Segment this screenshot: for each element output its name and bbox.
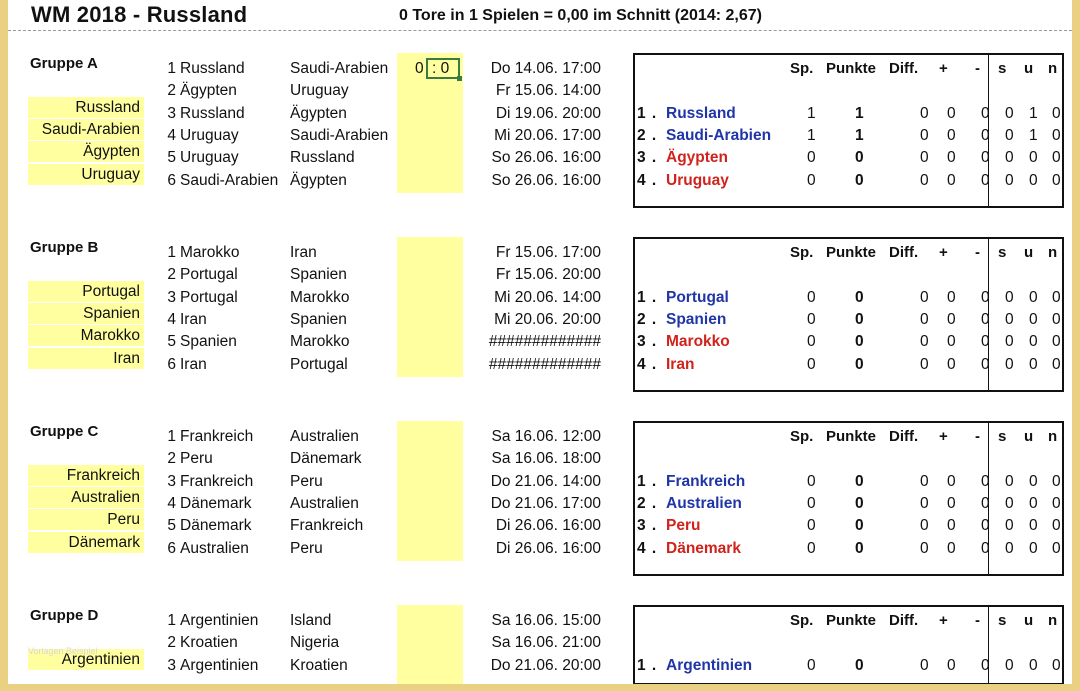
away-team: Peru bbox=[290, 473, 323, 490]
table-header-punkte: Punkte bbox=[826, 612, 877, 629]
away-team: Saudi-Arabien bbox=[290, 127, 389, 144]
stat-sp: 1 bbox=[807, 127, 816, 144]
away-team: Australien bbox=[290, 495, 359, 512]
home-team: Argentinien bbox=[180, 657, 259, 674]
standings-table bbox=[633, 605, 1064, 684]
home-team: Iran bbox=[180, 356, 207, 373]
match-number: 4 bbox=[167, 495, 176, 512]
stat-s: 0 bbox=[1005, 105, 1014, 122]
stat-n: 0 bbox=[1052, 473, 1061, 490]
stat-diff: 0 bbox=[920, 495, 929, 512]
match-number: 6 bbox=[167, 540, 176, 557]
team-name: Ägypten bbox=[666, 149, 728, 166]
stat-diff: 0 bbox=[920, 311, 929, 328]
table-header-s: s bbox=[998, 244, 1007, 261]
match-date: Fr 15.06. 17:00 bbox=[495, 244, 601, 261]
group-block bbox=[8, 421, 1072, 601]
stat-u: 0 bbox=[1029, 172, 1038, 189]
team-name: Australien bbox=[666, 495, 742, 512]
stat-sp: 1 bbox=[807, 105, 816, 122]
stat-minus: 0 bbox=[981, 495, 990, 512]
stat-sp: 0 bbox=[807, 517, 816, 534]
away-team: Marokko bbox=[290, 289, 350, 306]
stat-pts: 0 bbox=[855, 149, 864, 166]
group-title: Gruppe C bbox=[30, 423, 99, 440]
sort-cell[interactable]: Portugal bbox=[28, 281, 144, 302]
standings-row bbox=[635, 287, 1062, 309]
home-team: Portugal bbox=[180, 266, 238, 283]
stat-diff: 0 bbox=[920, 657, 929, 674]
home-goals[interactable]: 0 bbox=[415, 60, 424, 77]
standings-table bbox=[633, 53, 1064, 208]
stat-minus: 0 bbox=[981, 540, 990, 557]
rank: 3 . bbox=[637, 149, 658, 166]
stat-minus: 0 bbox=[981, 517, 990, 534]
match-number: 2 bbox=[167, 266, 176, 283]
table-header-diff: Diff. bbox=[889, 612, 919, 629]
match-date: Di 26.06. 16:00 bbox=[495, 517, 601, 534]
rank: 3 . bbox=[637, 517, 658, 534]
team-name: Russland bbox=[666, 105, 736, 122]
away-team: Saudi-Arabien bbox=[290, 60, 389, 77]
away-team: Australien bbox=[290, 428, 359, 445]
team-name: Dänemark bbox=[666, 540, 741, 557]
stat-n: 0 bbox=[1052, 127, 1061, 144]
match-number: 3 bbox=[167, 105, 176, 122]
away-team: Ägypten bbox=[290, 172, 347, 189]
stat-n: 0 bbox=[1052, 657, 1061, 674]
stat-n: 0 bbox=[1052, 172, 1061, 189]
away-team: Marokko bbox=[290, 333, 350, 350]
stat-s: 0 bbox=[1005, 289, 1014, 306]
table-header-n: n bbox=[1048, 60, 1058, 77]
stat-s: 0 bbox=[1005, 311, 1014, 328]
stat-s: 0 bbox=[1005, 473, 1014, 490]
away-goals[interactable]: : 0 bbox=[432, 60, 450, 77]
group-title: Gruppe B bbox=[30, 239, 99, 256]
match-number: 2 bbox=[167, 450, 176, 467]
match-date: Sa 16.06. 15:00 bbox=[491, 612, 601, 629]
home-team: Uruguay bbox=[180, 149, 239, 166]
standings-row bbox=[635, 103, 1062, 125]
stat-u: 0 bbox=[1029, 149, 1038, 166]
table-header-u: u bbox=[1024, 612, 1034, 629]
standings-table bbox=[633, 237, 1064, 392]
stat-u: 1 bbox=[1029, 127, 1038, 144]
group-block bbox=[8, 53, 1072, 233]
stat-plus: 0 bbox=[947, 149, 956, 166]
stat-pts: 0 bbox=[855, 333, 864, 350]
stat-pts: 1 bbox=[855, 127, 864, 144]
score-input-column[interactable] bbox=[397, 237, 463, 377]
stat-minus: 0 bbox=[981, 333, 990, 350]
sort-cell[interactable]: Uruguay bbox=[28, 164, 144, 185]
match-number: 5 bbox=[167, 333, 176, 350]
active-cell-cursor bbox=[426, 58, 460, 79]
standings-row bbox=[635, 493, 1062, 515]
stat-u: 0 bbox=[1029, 356, 1038, 373]
match-date: So 26.06. 16:00 bbox=[491, 149, 601, 166]
table-header-s: s bbox=[998, 612, 1007, 629]
away-team: Spanien bbox=[290, 311, 347, 328]
stat-n: 0 bbox=[1052, 333, 1061, 350]
match-date: Fr 15.06. 14:00 bbox=[495, 82, 601, 99]
home-team: Spanien bbox=[180, 333, 237, 350]
away-team: Russland bbox=[290, 149, 355, 166]
stat-u: 1 bbox=[1029, 105, 1038, 122]
stat-diff: 0 bbox=[920, 105, 929, 122]
sort-cell[interactable]: Saudi-Arabien bbox=[28, 119, 144, 140]
stat-diff: 0 bbox=[920, 540, 929, 557]
stat-pts: 0 bbox=[855, 657, 864, 674]
match-number: 1 bbox=[167, 428, 176, 445]
stat-sp: 0 bbox=[807, 289, 816, 306]
rank: 2 . bbox=[637, 495, 658, 512]
table-header-n: n bbox=[1048, 244, 1058, 261]
stat-sp: 0 bbox=[807, 311, 816, 328]
score-input-column[interactable] bbox=[397, 605, 463, 684]
match-date: Do 21.06. 17:00 bbox=[490, 495, 601, 512]
standings-row bbox=[635, 170, 1062, 192]
stat-u: 0 bbox=[1029, 495, 1038, 512]
match-date: ############# bbox=[488, 356, 601, 373]
stat-diff: 0 bbox=[920, 149, 929, 166]
stat-n: 0 bbox=[1052, 105, 1061, 122]
stat-sp: 0 bbox=[807, 657, 816, 674]
home-team: Dänemark bbox=[180, 517, 252, 534]
stat-plus: 0 bbox=[947, 311, 956, 328]
stat-minus: 0 bbox=[981, 105, 990, 122]
standings-row bbox=[635, 538, 1062, 560]
away-team: Nigeria bbox=[290, 634, 340, 651]
table-header-u: u bbox=[1024, 244, 1034, 261]
stat-s: 0 bbox=[1005, 172, 1014, 189]
team-name: Frankreich bbox=[666, 473, 746, 490]
stat-diff: 0 bbox=[920, 172, 929, 189]
stat-minus: 0 bbox=[981, 172, 990, 189]
stat-diff: 0 bbox=[920, 356, 929, 373]
match-date: Do 21.06. 14:00 bbox=[490, 473, 601, 490]
standings-row bbox=[635, 471, 1062, 493]
table-header-sp: Sp. bbox=[790, 60, 814, 77]
match-date: Di 26.06. 16:00 bbox=[495, 540, 601, 557]
stat-n: 0 bbox=[1052, 149, 1061, 166]
rank: 4 . bbox=[637, 356, 658, 373]
group-title: Gruppe D bbox=[30, 607, 99, 624]
team-name: Uruguay bbox=[666, 172, 729, 189]
table-header-diff: Diff. bbox=[889, 428, 919, 445]
match-number: 2 bbox=[167, 82, 176, 99]
spreadsheet bbox=[8, 0, 1072, 684]
team-name: Argentinien bbox=[666, 657, 753, 674]
match-number: 6 bbox=[167, 172, 176, 189]
team-name: Portugal bbox=[666, 289, 729, 306]
table-header-diff: Diff. bbox=[889, 60, 919, 77]
match-date: Di 19.06. 20:00 bbox=[495, 105, 601, 122]
stat-minus: 0 bbox=[981, 473, 990, 490]
home-team: Peru bbox=[180, 450, 213, 467]
stat-pts: 0 bbox=[855, 495, 864, 512]
watermark: Vorlagen Beispiel bbox=[28, 646, 98, 656]
stat-pts: 0 bbox=[855, 172, 864, 189]
match-date: So 26.06. 16:00 bbox=[491, 172, 601, 189]
away-team: Spanien bbox=[290, 266, 347, 283]
stat-u: 0 bbox=[1029, 333, 1038, 350]
stat-n: 0 bbox=[1052, 517, 1061, 534]
team-name: Marokko bbox=[666, 333, 730, 350]
stat-s: 0 bbox=[1005, 149, 1014, 166]
home-team: Iran bbox=[180, 311, 207, 328]
away-team: Frankreich bbox=[290, 517, 364, 534]
table-header-s: s bbox=[998, 428, 1007, 445]
stat-sp: 0 bbox=[807, 149, 816, 166]
match-date: Fr 15.06. 20:00 bbox=[495, 266, 601, 283]
stat-plus: 0 bbox=[947, 657, 956, 674]
stat-plus: 0 bbox=[947, 172, 956, 189]
standings-row bbox=[635, 125, 1062, 147]
away-team: Ägypten bbox=[290, 105, 347, 122]
away-team: Kroatien bbox=[290, 657, 348, 674]
stat-sp: 0 bbox=[807, 172, 816, 189]
table-header-n: n bbox=[1048, 612, 1058, 629]
away-team: Uruguay bbox=[290, 82, 349, 99]
stat-minus: 0 bbox=[981, 657, 990, 674]
group-block bbox=[8, 237, 1072, 417]
stat-diff: 0 bbox=[920, 517, 929, 534]
table-header-u: u bbox=[1024, 60, 1034, 77]
table-header-minus: - bbox=[975, 244, 980, 261]
stat-sp: 0 bbox=[807, 333, 816, 350]
rank: 2 . bbox=[637, 311, 658, 328]
match-number: 5 bbox=[167, 517, 176, 534]
sheet-header bbox=[8, 0, 1072, 31]
table-header-u: u bbox=[1024, 428, 1034, 445]
stat-u: 0 bbox=[1029, 540, 1038, 557]
stat-plus: 0 bbox=[947, 495, 956, 512]
stat-s: 0 bbox=[1005, 495, 1014, 512]
score-input-column[interactable] bbox=[397, 421, 463, 561]
table-header-minus: - bbox=[975, 612, 980, 629]
match-date: Sa 16.06. 18:00 bbox=[491, 450, 601, 467]
match-number: 5 bbox=[167, 149, 176, 166]
match-number: 1 bbox=[167, 244, 176, 261]
stat-n: 0 bbox=[1052, 495, 1061, 512]
stat-sp: 0 bbox=[807, 495, 816, 512]
stat-n: 0 bbox=[1052, 289, 1061, 306]
match-number: 3 bbox=[167, 473, 176, 490]
stat-minus: 0 bbox=[981, 289, 990, 306]
stat-u: 0 bbox=[1029, 473, 1038, 490]
away-team: Peru bbox=[290, 540, 323, 557]
rank: 1 . bbox=[637, 657, 658, 674]
sort-cell[interactable]: Russland bbox=[28, 97, 144, 118]
stat-pts: 0 bbox=[855, 540, 864, 557]
rank: 4 . bbox=[637, 540, 658, 557]
sort-cell[interactable]: Dänemark bbox=[28, 532, 144, 553]
home-team: Dänemark bbox=[180, 495, 252, 512]
team-name: Spanien bbox=[666, 311, 727, 328]
sort-cell[interactable]: Frankreich bbox=[28, 465, 144, 486]
stat-s: 0 bbox=[1005, 657, 1014, 674]
stat-pts: 0 bbox=[855, 311, 864, 328]
stat-n: 0 bbox=[1052, 540, 1061, 557]
group-block bbox=[8, 605, 1072, 684]
match-number: 1 bbox=[167, 612, 176, 629]
stat-plus: 0 bbox=[947, 127, 956, 144]
sort-cell[interactable]: Ägypten bbox=[28, 141, 144, 162]
away-team: Iran bbox=[290, 244, 317, 261]
stat-pts: 0 bbox=[855, 517, 864, 534]
stat-plus: 0 bbox=[947, 517, 956, 534]
stat-diff: 0 bbox=[920, 473, 929, 490]
stat-plus: 0 bbox=[947, 105, 956, 122]
stat-s: 0 bbox=[1005, 127, 1014, 144]
team-name: Iran bbox=[666, 356, 695, 373]
rank: 1 . bbox=[637, 473, 658, 490]
home-team: Russland bbox=[180, 60, 245, 77]
table-header-sp: Sp. bbox=[790, 428, 814, 445]
table-header-minus: - bbox=[975, 60, 980, 77]
home-team: Kroatien bbox=[180, 634, 238, 651]
table-header-plus: + bbox=[939, 244, 948, 261]
rank: 2 . bbox=[637, 127, 658, 144]
table-header-diff: Diff. bbox=[889, 244, 919, 261]
stat-sp: 0 bbox=[807, 356, 816, 373]
stat-diff: 0 bbox=[920, 289, 929, 306]
stat-n: 0 bbox=[1052, 311, 1061, 328]
page-title: WM 2018 - Russland bbox=[31, 2, 248, 27]
match-number: 4 bbox=[167, 311, 176, 328]
rank: 1 . bbox=[637, 289, 658, 306]
rank: 4 . bbox=[637, 172, 658, 189]
sort-cell[interactable]: Iran bbox=[28, 348, 144, 369]
stat-minus: 0 bbox=[981, 149, 990, 166]
team-name: Saudi-Arabien bbox=[666, 127, 772, 144]
sort-cell[interactable]: Argentinien bbox=[28, 649, 144, 670]
stat-plus: 0 bbox=[947, 289, 956, 306]
match-number: 2 bbox=[167, 634, 176, 651]
stat-sp: 0 bbox=[807, 473, 816, 490]
match-date: Mi 20.06. 14:00 bbox=[494, 289, 601, 306]
standings-table bbox=[633, 421, 1064, 576]
home-team: Frankreich bbox=[180, 473, 254, 490]
match-date: ############# bbox=[488, 333, 601, 350]
fill-handle[interactable] bbox=[457, 76, 462, 81]
home-team: Uruguay bbox=[180, 127, 239, 144]
table-header-n: n bbox=[1048, 428, 1058, 445]
stat-sp: 0 bbox=[807, 540, 816, 557]
match-number: 4 bbox=[167, 127, 176, 144]
stat-plus: 0 bbox=[947, 540, 956, 557]
standings-row bbox=[635, 331, 1062, 353]
stat-pts: 0 bbox=[855, 289, 864, 306]
rank: 3 . bbox=[637, 333, 658, 350]
stat-u: 0 bbox=[1029, 289, 1038, 306]
stat-s: 0 bbox=[1005, 540, 1014, 557]
home-team: Australien bbox=[180, 540, 249, 557]
stat-minus: 0 bbox=[981, 311, 990, 328]
stat-s: 0 bbox=[1005, 356, 1014, 373]
table-header-s: s bbox=[998, 60, 1007, 77]
stat-s: 0 bbox=[1005, 333, 1014, 350]
team-name: Peru bbox=[666, 517, 701, 534]
stat-pts: 0 bbox=[855, 356, 864, 373]
home-team: Saudi-Arabien bbox=[180, 172, 279, 189]
standings-row bbox=[635, 354, 1062, 376]
away-team: Portugal bbox=[290, 356, 348, 373]
standings-row bbox=[635, 309, 1062, 331]
stat-minus: 0 bbox=[981, 356, 990, 373]
stat-n: 0 bbox=[1052, 356, 1061, 373]
stat-s: 0 bbox=[1005, 517, 1014, 534]
stat-u: 0 bbox=[1029, 311, 1038, 328]
standings-row bbox=[635, 147, 1062, 169]
stat-plus: 0 bbox=[947, 356, 956, 373]
stat-u: 0 bbox=[1029, 517, 1038, 534]
stat-pts: 1 bbox=[855, 105, 864, 122]
table-header-plus: + bbox=[939, 60, 948, 77]
sort-cell[interactable]: Marokko bbox=[28, 325, 144, 346]
group-title: Gruppe A bbox=[30, 55, 98, 72]
match-date: Do 21.06. 20:00 bbox=[490, 657, 601, 674]
stat-plus: 0 bbox=[947, 473, 956, 490]
sort-cell[interactable]: Spanien bbox=[28, 303, 144, 324]
match-date: Mi 20.06. 20:00 bbox=[494, 311, 601, 328]
goal-stats: 0 Tore in 1 Spielen = 0,00 im Schnitt (2014: 2,67) bbox=[399, 7, 762, 24]
match-date: Mi 20.06. 17:00 bbox=[494, 127, 601, 144]
home-team: Ägypten bbox=[180, 82, 237, 99]
match-date: Sa 16.06. 21:00 bbox=[491, 634, 601, 651]
home-team: Marokko bbox=[180, 244, 240, 261]
stat-pts: 0 bbox=[855, 473, 864, 490]
standings-row bbox=[635, 515, 1062, 537]
match-date: Sa 16.06. 12:00 bbox=[491, 428, 601, 445]
away-team: Island bbox=[290, 612, 332, 629]
match-date: Do 14.06. 17:00 bbox=[490, 60, 601, 77]
table-header-punkte: Punkte bbox=[826, 60, 877, 77]
home-team: Russland bbox=[180, 105, 245, 122]
table-header-plus: + bbox=[939, 428, 948, 445]
standings-row bbox=[635, 655, 1062, 677]
sort-cell[interactable]: Australien bbox=[28, 487, 144, 508]
stat-diff: 0 bbox=[920, 127, 929, 144]
table-header-minus: - bbox=[975, 428, 980, 445]
match-number: 3 bbox=[167, 657, 176, 674]
rank: 1 . bbox=[637, 105, 658, 122]
table-header-plus: + bbox=[939, 612, 948, 629]
home-team: Argentinien bbox=[180, 612, 259, 629]
away-team: Dänemark bbox=[290, 450, 362, 467]
home-team: Portugal bbox=[180, 289, 238, 306]
stat-diff: 0 bbox=[920, 333, 929, 350]
stat-u: 0 bbox=[1029, 657, 1038, 674]
match-number: 6 bbox=[167, 356, 176, 373]
match-number: 3 bbox=[167, 289, 176, 306]
sort-cell[interactable]: Peru bbox=[28, 509, 144, 530]
stat-minus: 0 bbox=[981, 127, 990, 144]
home-team: Frankreich bbox=[180, 428, 254, 445]
table-header-punkte: Punkte bbox=[826, 428, 877, 445]
table-header-sp: Sp. bbox=[790, 612, 814, 629]
match-number: 1 bbox=[167, 60, 176, 77]
table-header-punkte: Punkte bbox=[826, 244, 877, 261]
table-header-sp: Sp. bbox=[790, 244, 814, 261]
stat-plus: 0 bbox=[947, 333, 956, 350]
